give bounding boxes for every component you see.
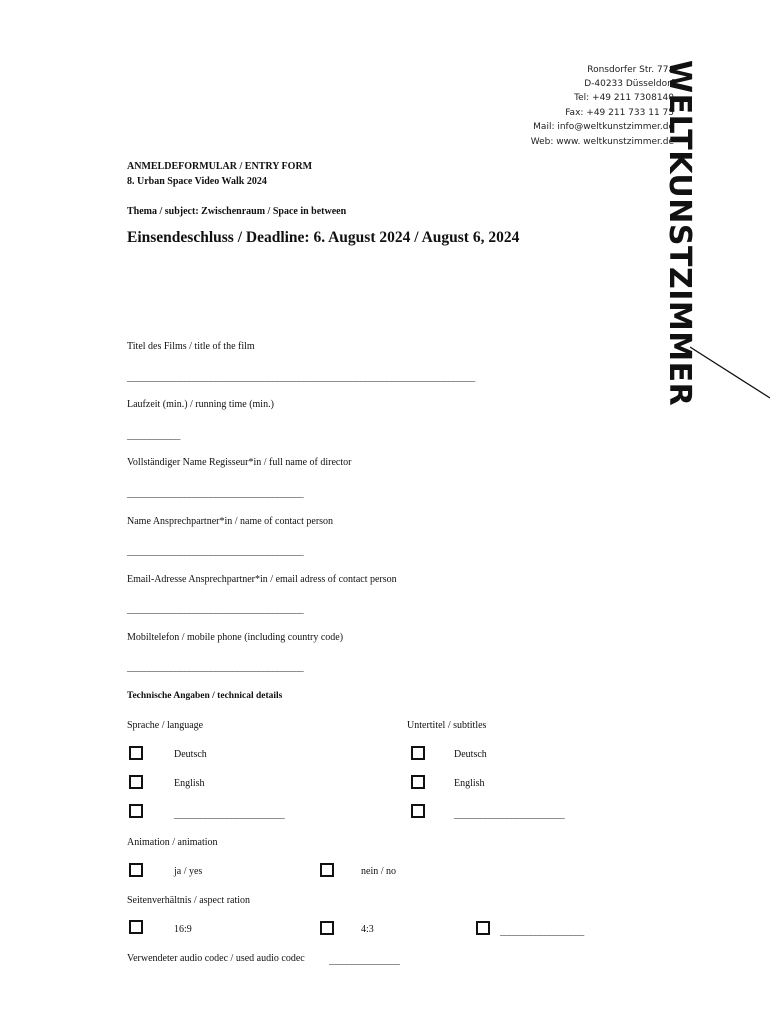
audio-codec-label: Verwendeter audio codec / used audio codec xyxy=(127,953,305,964)
address-tel: Tel: +49 211 7308140 xyxy=(574,93,674,103)
address-fax: Fax: +49 211 733 11 75 xyxy=(565,108,674,118)
phone-blank[interactable]: ________________________________________ xyxy=(127,662,304,673)
contact-label: Name Ansprechpartner*in / name of contact person xyxy=(127,516,334,527)
email-blank[interactable]: ________________________________________ xyxy=(127,604,304,615)
animation-label: Animation / animation xyxy=(127,837,218,848)
subtitles-other-blank[interactable]: _________________________ xyxy=(454,809,565,820)
language-english-label: English xyxy=(174,778,205,789)
language-other-checkbox[interactable] xyxy=(129,804,143,818)
event-title: 8. Urban Space Video Walk 2024 xyxy=(127,176,267,187)
form-title: ANMELDEFORMULAR / ENTRY FORM xyxy=(127,161,313,172)
address-street: Ronsdorfer Str. 77a xyxy=(587,65,674,75)
technical-heading: Technische Angaben / technical details xyxy=(127,691,283,701)
language-other-blank[interactable]: _________________________ xyxy=(174,809,285,820)
subtitles-deutsch-label: Deutsch xyxy=(454,749,487,760)
address-mail: Mail: info@weltkunstzimmer.de xyxy=(533,122,674,132)
subtitles-label: Untertitel / subtitles xyxy=(407,720,487,731)
address-web: Web: www. weltkunstzimmer.de xyxy=(530,137,674,147)
running-time-label: Laufzeit (min.) / running time (min.) xyxy=(127,399,274,410)
language-label: Sprache / language xyxy=(127,720,204,731)
subtitles-deutsch-checkbox[interactable] xyxy=(411,746,425,760)
director-blank[interactable]: ________________________________________ xyxy=(127,488,304,499)
language-deutsch-checkbox[interactable] xyxy=(129,746,143,760)
language-english-checkbox[interactable] xyxy=(129,775,143,789)
animation-yes-checkbox[interactable] xyxy=(129,863,143,877)
aspect-4-3-label: 4:3 xyxy=(361,924,374,935)
phone-label: Mobiltelefon / mobile phone (including country code) xyxy=(127,632,344,643)
aspect-16-9-label: 16:9 xyxy=(174,924,192,935)
address-city: D-40233 Düsseldorf xyxy=(584,79,674,89)
email-label: Email-Adresse Ansprechpartner*in / email adress of contact person xyxy=(127,574,397,585)
aspect-4-3-checkbox[interactable] xyxy=(320,921,334,935)
audio-codec-blank[interactable]: ________________ xyxy=(329,955,400,966)
language-deutsch-label: Deutsch xyxy=(174,749,207,760)
logo-diagonal-line xyxy=(690,340,770,400)
deadline-heading: Einsendeschluss / Deadline: 6. August 2024 / August 6, 2024 xyxy=(127,229,520,246)
aspect-other-checkbox[interactable] xyxy=(476,921,490,935)
weltkunstzimmer-logo: WELTKUNSTZIMMER xyxy=(662,60,697,407)
aspect-16-9-checkbox[interactable] xyxy=(129,920,143,934)
theme-subject: Thema / subject: Zwischenraum / Space in between xyxy=(127,206,347,217)
animation-no-checkbox[interactable] xyxy=(320,863,334,877)
film-title-blank[interactable]: _______________________________________________________________________________ xyxy=(127,372,475,383)
aspect-label: Seitenverhältnis / aspect ration xyxy=(127,895,251,906)
contact-blank[interactable]: ________________________________________ xyxy=(127,546,304,557)
film-title-label: Titel des Films / title of the film xyxy=(127,341,255,352)
running-time-blank[interactable]: ____________ xyxy=(127,430,180,441)
aspect-other-blank[interactable]: ___________________ xyxy=(500,926,584,937)
director-label: Vollständiger Name Regisseur*in / full name of director xyxy=(127,457,352,468)
subtitles-english-checkbox[interactable] xyxy=(411,775,425,789)
animation-no-label: nein / no xyxy=(361,866,396,877)
animation-yes-label: ja / yes xyxy=(174,866,203,877)
subtitles-other-checkbox[interactable] xyxy=(411,804,425,818)
subtitles-english-label: English xyxy=(454,778,485,789)
